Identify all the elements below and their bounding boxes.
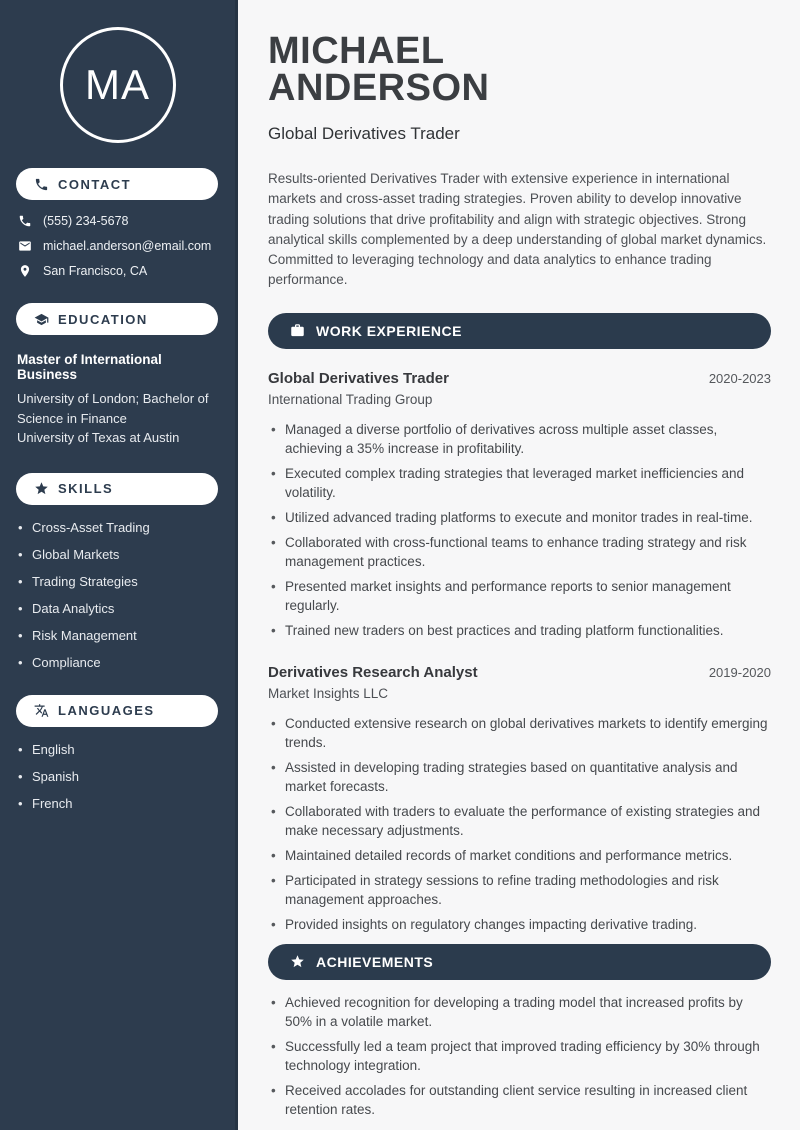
job-role: Derivatives Research Analyst xyxy=(268,663,478,681)
education-lines xyxy=(17,389,221,448)
languages-list xyxy=(18,742,221,811)
main-content xyxy=(238,0,800,1130)
job-role: Global Derivatives Trader xyxy=(268,369,449,387)
star-icon xyxy=(34,481,49,496)
contact-list xyxy=(18,214,219,278)
language-item: • French xyxy=(18,796,221,811)
email-icon xyxy=(18,239,32,253)
job-bullet: • Presented market insights and performance reports to senior management regularly. xyxy=(268,577,771,615)
person-name xyxy=(268,30,771,109)
work-experience-heading: WORK EXPERIENCE xyxy=(316,322,462,339)
person-title: Global Derivatives Trader xyxy=(268,124,460,143)
translate-icon xyxy=(34,703,49,718)
avatar xyxy=(60,27,176,143)
skill-item: • Cross-Asset Trading xyxy=(18,520,221,535)
job-head xyxy=(268,664,771,681)
job-bullet: • Participated in strategy sessions to refine trading methodologies and risk management approaches. xyxy=(268,871,771,909)
job-company: Market Insights LLC xyxy=(268,685,389,701)
achievements-section-header xyxy=(268,944,771,980)
skills-heading: SKILLS xyxy=(58,481,114,496)
achievements-heading: ACHIEVEMENTS xyxy=(316,953,434,970)
skill-item: • Risk Management xyxy=(18,628,221,643)
education-line: University of London; Bachelor of Science in Finance xyxy=(17,391,209,426)
achievement-bullet: • Successfully led a team project that improved trading efficiency by 30% through technology integration. xyxy=(268,1037,771,1075)
skill-item: • Global Markets xyxy=(18,547,221,562)
education-block xyxy=(17,352,221,448)
education-heading: EDUCATION xyxy=(58,311,148,327)
contact-heading: CONTACT xyxy=(58,176,132,192)
avatar-initials: MA xyxy=(85,61,150,108)
job-bullet: • Conducted extensive research on global derivatives markets to identify emerging trends. xyxy=(268,714,771,752)
job-entry xyxy=(268,370,771,640)
summary-paragraph: Results-oriented Derivatives Trader with extensive experience in international markets and cross-asset trading strategies. Proven ability to develop innovative trading solutions that drive profitability and align with strategic objectives. Strong analytical skills complemented by a deep understanding of global market dynamics. Committed to leveraging technology and data analytics to enhance trading performance. xyxy=(268,171,767,288)
location-value: San Francisco, CA xyxy=(43,264,148,278)
job-bullet: • Provided insights on regulatory changes impacting derivative trading. xyxy=(268,915,771,934)
job-bullet: • Utilized advanced trading platforms to execute and monitor trades in real-time. xyxy=(268,508,771,527)
star-icon xyxy=(290,954,305,969)
contact-section-header xyxy=(16,168,218,200)
job-bullet: • Collaborated with cross-functional teams to enhance trading strategy and risk management practices. xyxy=(268,533,771,571)
sidebar xyxy=(0,0,238,1130)
phone-icon xyxy=(18,214,32,228)
job-bullet: • Executed complex trading strategies that leveraged market inefficiencies and volatility. xyxy=(268,464,771,502)
job-head xyxy=(268,370,771,387)
languages-heading: LANGUAGES xyxy=(58,703,155,718)
education-degree: Master of International Business xyxy=(17,352,162,382)
language-item: • Spanish xyxy=(18,769,221,784)
education-section-header xyxy=(16,303,218,335)
job-company: International Trading Group xyxy=(268,391,433,407)
job-bullet: • Trained new traders on best practices and trading platform functionalities. xyxy=(268,621,771,640)
job-dates: 2020-2023 xyxy=(708,370,771,386)
contact-location-row xyxy=(18,264,219,278)
job-bullet: • Collaborated with traders to evaluate the performance of existing strategies and make necessary adjustments. xyxy=(268,802,771,840)
skills-section-header xyxy=(16,473,218,505)
location-pin-icon xyxy=(18,264,32,278)
job-bullet: • Maintained detailed records of market conditions and performance metrics. xyxy=(268,846,771,865)
job-bullet: • Assisted in developing trading strategies based on quantitative analysis and market forecasts. xyxy=(268,758,771,796)
achievements-bullet-list xyxy=(268,993,771,1119)
job-bullet-list xyxy=(268,420,771,640)
skill-item: • Trading Strategies xyxy=(18,574,221,589)
skill-item: • Data Analytics xyxy=(18,601,221,616)
work-experience-section-header xyxy=(268,313,771,349)
avatar-wrap xyxy=(0,27,235,143)
languages-section-header xyxy=(16,695,218,727)
last-name: ANDERSON xyxy=(268,67,490,109)
briefcase-icon xyxy=(290,323,305,338)
job-bullet-list xyxy=(268,714,771,934)
skills-list xyxy=(18,520,221,670)
education-line: University of Texas at Austin xyxy=(17,430,180,445)
language-item: • English xyxy=(18,742,221,757)
contact-email-row xyxy=(18,239,219,253)
skill-item: • Compliance xyxy=(18,655,221,670)
job-dates: 2019-2020 xyxy=(708,664,771,680)
first-name: MICHAEL xyxy=(268,30,445,72)
email-value: michael.anderson@email.com xyxy=(43,239,212,253)
achievement-bullet: • Achieved recognition for developing a trading model that increased profits by 50% in a volatile market. xyxy=(268,993,771,1031)
achievement-bullet: • Received accolades for outstanding client service resulting in increased client retention rates. xyxy=(268,1081,771,1119)
phone-icon xyxy=(34,177,49,192)
job-bullet: • Managed a diverse portfolio of derivatives across multiple asset classes, achieving a 35% increase in profitability. xyxy=(268,420,771,458)
graduation-cap-icon xyxy=(34,312,49,327)
phone-value: (555) 234-5678 xyxy=(43,214,129,228)
contact-phone-row xyxy=(18,214,219,228)
job-entry xyxy=(268,664,771,934)
